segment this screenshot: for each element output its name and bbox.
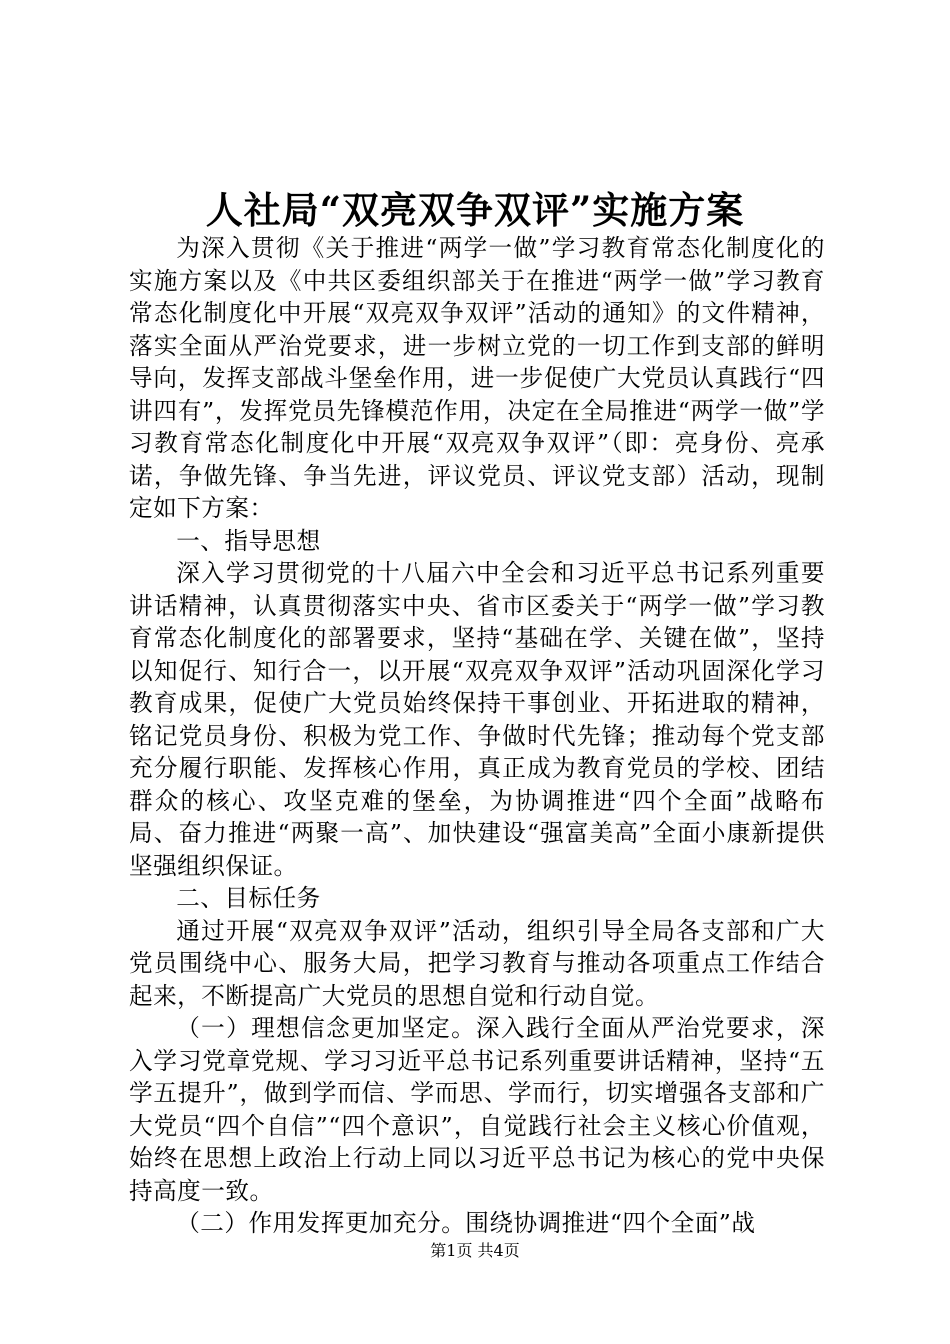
page-number-footer: 第1页 共4页 — [430, 1241, 520, 1260]
paragraph-goals-tasks: 通过开展“双亮双争双评”活动，组织引导全局各支部和广大党员围绕中心、服务大局，把学习教育与推动各项重点工作结合起来，不断提高广大党员的思想自觉和行动自觉。 — [129, 916, 825, 1010]
document-body — [129, 232, 825, 1240]
section-heading-goals-tasks: 二、目标任务 — [176, 884, 321, 912]
paragraph-intro: 为深入贯彻《关于推进“两学一做”学习教育常态化制度化的实施方案以及《中共区委组织部关于在推进“两学一做”学习教育常态化制度化中开展“双亮双争双评”活动的通知》的文件精神，落实全面从严治党要求，进一步树立党的一切工作到支部的鲜明导向，发挥支部战斗堡垒作用，进一步促使广大党员认真践行“四讲四有”，发挥党员先锋模范作用，决定在全局推进“两学一做”学习教育常态化制度化中开展“双亮双争双评”（即：亮身份、亮承诺，争做先锋、争当先进，评议党员、评议党支部）活动，现制定如下方案： — [129, 234, 825, 522]
section-heading-guiding-thought: 一、指导思想 — [176, 526, 321, 555]
document-title: 人社局“双亮双争双评”实施方案 — [205, 188, 745, 232]
paragraph-guiding-thought: 深入学习贯彻党的十八届六中全会和习近平总书记系列重要讲话精神，认真贯彻落实中央、省市区委关于“两学一做”学习教育常态化制度化的部署要求，坚持“基础在学、关键在做”，坚持以知促行、知行合一，以开展“双亮双争双评”活动巩固深化学习教育成果，促使广大党员始终保持干事创业、开拓进取的精神，铭记党员身份、积极为党工作、争做时代先锋；推动每个党支部充分履行职能、发挥核心作用，真正成为教育党员的学校、团结群众的核心、攻坚克难的堡垒，为协调推进“四个全面”战略布局、奋力推进“两聚一高”、加快建设“强富美高”全面小康新提供坚强组织保证。 — [129, 559, 825, 880]
paragraph-item-1: （一）理想信念更加坚定。深入践行全面从严治党要求，深入学习党章党规、学习习近平总书记系列重要讲话精神，坚持“五学五提升”，做到学而信、学而思、学而行，切实增强各支部和广大党员“四个自信”“四个意识”，自觉践行社会主义核心价值观，始终在思想上政治上行动上同以习近平总书记为核心的党中央保持高度一致。 — [129, 1014, 825, 1205]
paragraph-item-2: （二）作用发挥更加充分。围绕协调推进“四个全面”战 — [176, 1209, 756, 1237]
